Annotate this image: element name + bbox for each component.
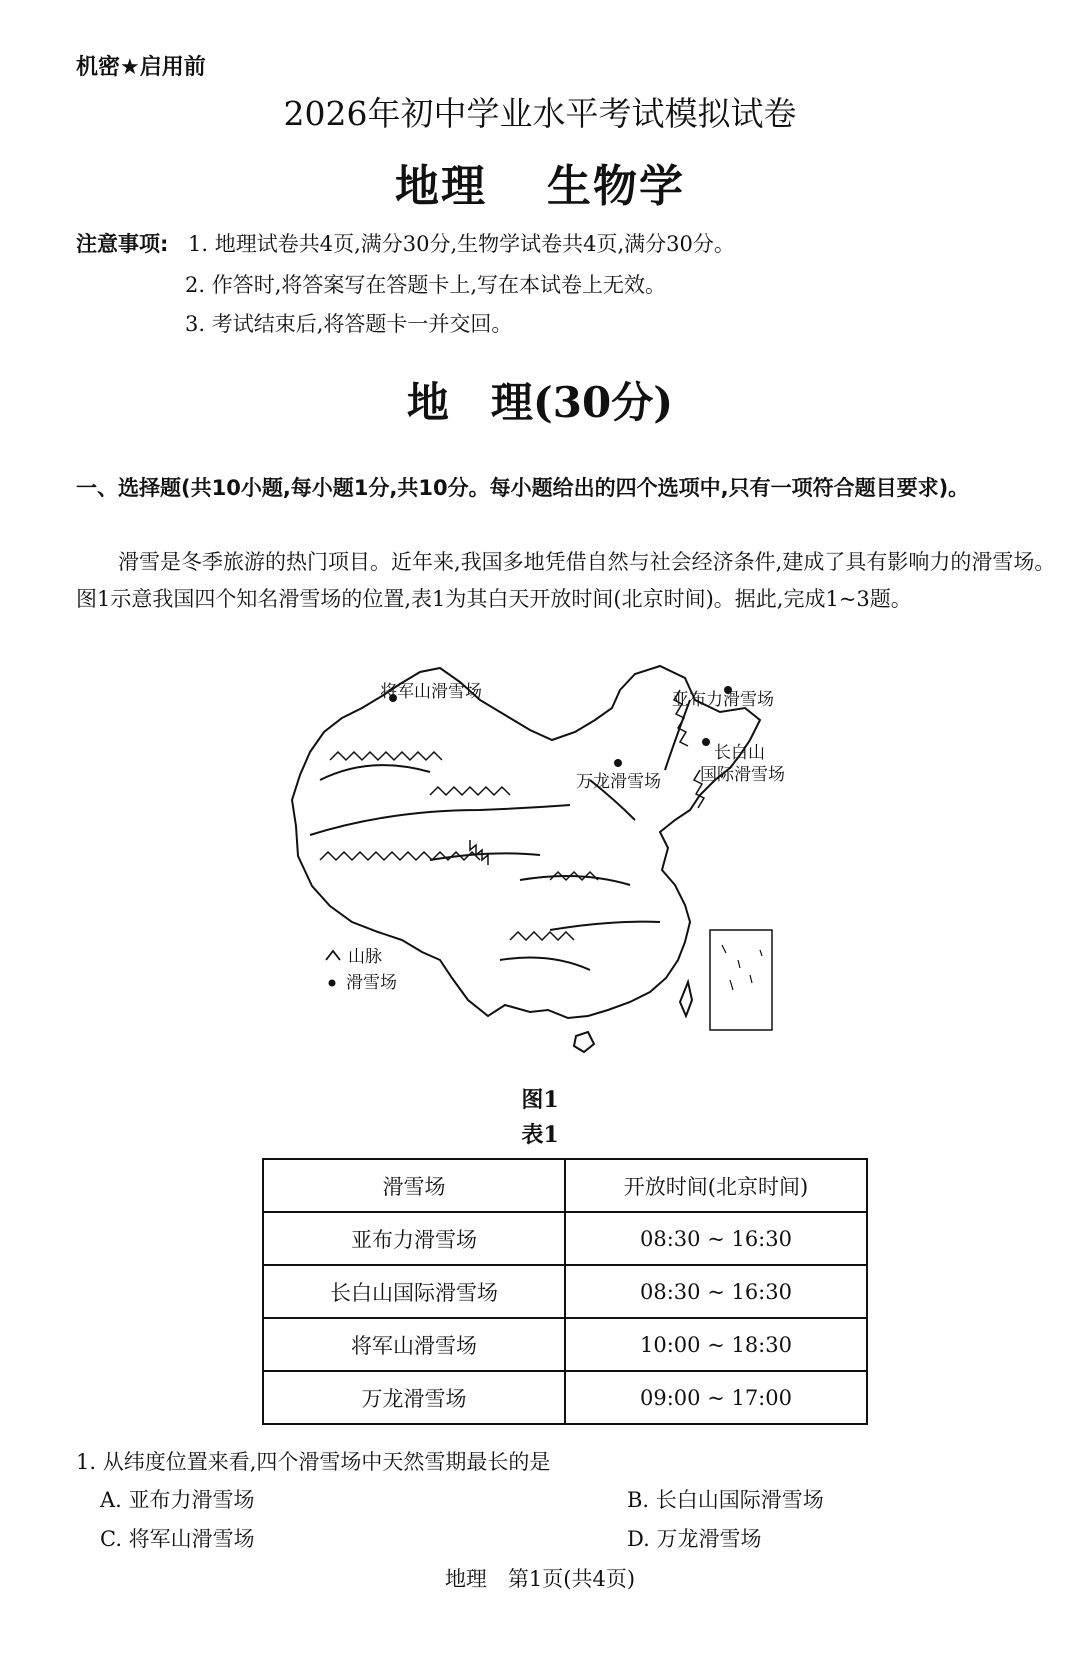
table-cell-hours: 09:00 ~ 17:00 [565, 1371, 867, 1424]
table-row [263, 1318, 867, 1371]
changbaishan-marker [702, 738, 710, 746]
table-caption: 表1 [521, 1122, 559, 1148]
label-changbaishan-2: 国际滑雪场 [700, 765, 785, 785]
question-1-option-d: D. 万龙滑雪场 [627, 1527, 762, 1551]
legend-mountain-label: 山脉 [348, 947, 382, 967]
table-cell-hours: 08:30 ~ 16:30 [565, 1265, 867, 1318]
table-cell-resort: 将军山滑雪场 [263, 1318, 565, 1371]
label-yabuli: 亚布力滑雪场 [672, 690, 774, 710]
question-1-stem: 1. 从纬度位置来看,四个滑雪场中天然雪期最长的是 [76, 1450, 551, 1474]
label-jiangjunshan: 将军山滑雪场 [380, 682, 482, 702]
mountain-range-hatching [320, 690, 704, 940]
table-cell-hours: 10:00 ~ 18:30 [565, 1318, 867, 1371]
resort-hours-table [262, 1158, 868, 1425]
question-1-option-c: C. 将军山滑雪场 [100, 1527, 255, 1551]
table-cell-resort: 万龙滑雪场 [263, 1371, 565, 1424]
question-1-option-a: A. 亚布力滑雪场 [100, 1488, 255, 1512]
section-title: 地 理(30分) [406, 378, 674, 427]
south-sea-inset [710, 930, 772, 1030]
table-cell-hours: 08:30 ~ 16:30 [565, 1212, 867, 1265]
table-cell-resort: 亚布力滑雪场 [263, 1212, 565, 1265]
confidential-mark: 机密★启用前 [76, 55, 206, 80]
china-outline [292, 666, 760, 1052]
subject-geography: 地理 [395, 161, 487, 212]
table-header-row [263, 1159, 867, 1212]
subject-biology: 生物学 [547, 161, 685, 212]
notice-item-2: 2. 作答时,将答案写在答题卡上,写在本试卷上无效。 [185, 273, 667, 297]
table-header-hours: 开放时间(北京时间) [565, 1159, 867, 1212]
question-1-option-b: B. 长白山国际滑雪场 [627, 1488, 824, 1512]
intro-paragraph: 滑雪是冬季旅游的热门项目。近年来,我国多地凭借自然与社会经济条件,建成了具有影响力的滑雪场。图1示意我国四个知名滑雪场的位置,表1为其白天开放时间(北京时间)。据此,完成1~3题。 [76, 550, 1056, 611]
label-changbaishan-1: 长白山 [714, 743, 765, 763]
notice-item-1: 1. 地理试卷共4页,满分30分,生物学试卷共4页,满分30分。 [188, 232, 735, 256]
label-wanlong: 万龙滑雪场 [576, 772, 661, 792]
legend-mountain-icon [326, 951, 340, 960]
table-row [263, 1371, 867, 1424]
figure-caption: 图1 [521, 1087, 559, 1113]
notice-label: 注意事项: [76, 232, 169, 256]
notice-item-3: 3. 考试结束后,将答题卡一并交回。 [185, 312, 513, 336]
china-map-figure [290, 660, 810, 1080]
part-title: 一、选择题(共10小题,每小题1分,共10分。每小题给出的四个选项中,只有一项符合题目要求)。 [76, 476, 970, 500]
table-row [263, 1212, 867, 1265]
legend-resort-label: 滑雪场 [346, 973, 397, 993]
wanlong-marker [614, 759, 622, 767]
exam-title: 2026年初中学业水平考试模拟试卷 [283, 94, 797, 133]
page-footer: 地理 第1页(共4页) [444, 1567, 636, 1591]
table-row [263, 1265, 867, 1318]
table-header-resort: 滑雪场 [263, 1159, 565, 1212]
table-cell-resort: 长白山国际滑雪场 [263, 1265, 565, 1318]
legend-resort-icon [329, 980, 336, 987]
subjects-title [0, 150, 1080, 214]
